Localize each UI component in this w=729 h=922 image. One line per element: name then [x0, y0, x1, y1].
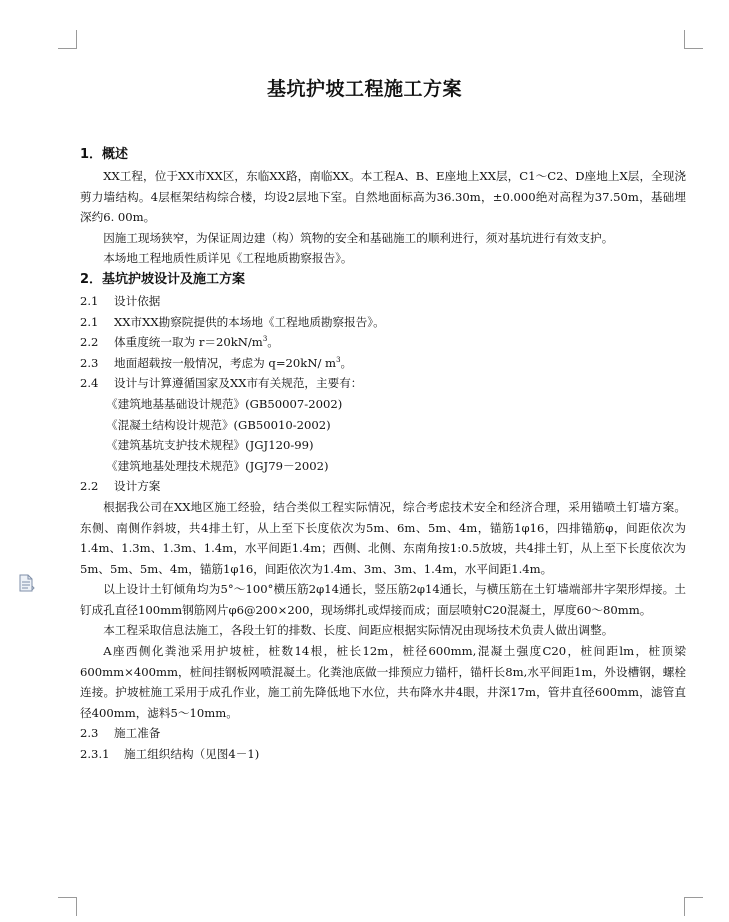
- design-paragraph-4: A座西侧化粪池采用护坡桩，桩数14根，桩长12m，桩径600mm,混凝土强度C20，桩间距lm，桩顶梁600mm×400mm，桩间挂钢板网喷混凝土。化粪池底做一排预应力锚杆，锚杆长8m,水平间距1m，外设槽钢，螺栓连接。护坡桩施工采用于成孔作业，施工前先降低地下水位，共布降水井4眼，井深17m，管井直径600mm，滤管直径400mm，滤料5～10mm。: [80, 644, 686, 720]
- list-item: [80, 373, 686, 394]
- item-number: 2.3: [80, 726, 99, 741]
- document-marker-icon[interactable]: [17, 574, 35, 592]
- item-number: 2.3: [80, 355, 99, 370]
- list-item: [80, 332, 686, 353]
- item-text: 设计与计算遵循国家及XX市有关规范，主要有：: [114, 376, 363, 391]
- item-text: 体重度统一取为 r＝20kN/m: [114, 335, 263, 350]
- item-number: 2.2: [80, 335, 99, 350]
- page-corner-mark-top-right: [684, 30, 703, 49]
- design-paragraph-2-text: 以上设计土钉倾角均为5°～100°横压筋2φ14通长，竖压筋2φ14通长，与横压筋在土钉墙端部井字架形焊接。土钉成孔直径100mm钢筋网片φ6@200×200，现场绑扎或焊接而成；面层喷射C20混凝土，厚度60～80mm。: [80, 582, 686, 617]
- list-item: [80, 312, 686, 333]
- section-heading-design: 2．基坑护坡设计及施工方案: [80, 271, 246, 287]
- list-item: [80, 476, 686, 497]
- item-text: 施工组织结构（见图4－1): [124, 747, 260, 762]
- item-number: 2.3.1: [80, 747, 110, 762]
- item-text: 设计方案: [114, 479, 161, 494]
- page-corner-mark-top-left: [58, 30, 77, 49]
- overview-paragraph-2: 因施工现场狭窄，为保证周边建（构）筑物的安全和基础施工的顺利进行，须对基坑进行有效支护。: [103, 230, 614, 245]
- item-number: 2.2: [80, 479, 99, 494]
- standard-reference: 《建筑地基基础设计规范》(GB50007-2002): [106, 396, 343, 411]
- item-text: XX市XX勘察院提供的本场地《工程地质勘察报告》。: [114, 314, 385, 329]
- item-text-end: 。: [340, 355, 353, 370]
- list-item: [80, 291, 686, 312]
- overview-paragraph-3: 本场地工程地质性质详见《工程地质勘察报告》。: [103, 251, 353, 266]
- page-corner-mark-bottom-left: [58, 897, 77, 916]
- item-text-end: 。: [267, 335, 279, 350]
- section-heading-overview: 1．概述: [80, 147, 129, 162]
- standard-reference: 《建筑基坑支护技术规程》(JGJ120-99): [106, 438, 314, 453]
- design-paragraph-1: 根据我公司在XX地区施工经验，结合类似工程实际情况，综合考虑技术安全和经济合理，采用锚喷土钉墙方案。东侧、南侧作斜坡，共4排土钉，从上至下长度依次为5m、6m、5m、4m，锚筋1φ16，四排锚筋φ，间距依次为1.4m、1.3m、1.3m、1.4m，水平间距1.4m；西侧、北侧、东南角按1:0.5放坡，共4排土钉，从上至下长度依次为5m、5m、5m、4m，锚筋1φ16，间距依次为1.4m、3m、3m、1.4m，水平间距1.4m。: [80, 499, 686, 576]
- list-item: [80, 353, 686, 374]
- standard-reference: 《建筑地基处理技术规范》(JGJ79－2002): [106, 458, 329, 473]
- design-paragraph-2: [80, 579, 686, 620]
- item-number: 2.1: [80, 293, 99, 308]
- list-item: [80, 723, 686, 744]
- design-paragraph-3: 本工程采取信息法施工，各段土钉的排数、长度、间距应根据实际情况由现场技术负责人做出调整。: [103, 623, 614, 638]
- item-text: 施工准备: [114, 726, 161, 741]
- document-body: [80, 144, 686, 765]
- document-title: 基坑护坡工程施工方案: [266, 78, 462, 100]
- list-item: [80, 744, 686, 765]
- page-corner-mark-bottom-right: [684, 897, 703, 916]
- item-text: 地面超载按一般情况，考虑为 q=20kN/ m: [114, 355, 337, 370]
- item-number: 2.1: [80, 314, 99, 329]
- superscript: 3: [336, 355, 341, 364]
- item-number: 2.4: [80, 376, 99, 391]
- item-text: 设计依据: [114, 293, 161, 308]
- standard-reference: 《混凝土结构设计规范》(GB50010-2002): [106, 417, 331, 432]
- superscript: 3: [262, 335, 268, 344]
- overview-paragraph-1: XX工程，位于XX市XX区，东临XX路，南临XX。本工程A、B、E座地上XX层，C1～C2、D座地上X层，全现浇剪力墙结构。4层框架结构综合楼，均设2层地下室。自然地面标高为36.30m，±0.000绝对高程为37.50m，基础埋深约6. 00m。: [80, 169, 686, 225]
